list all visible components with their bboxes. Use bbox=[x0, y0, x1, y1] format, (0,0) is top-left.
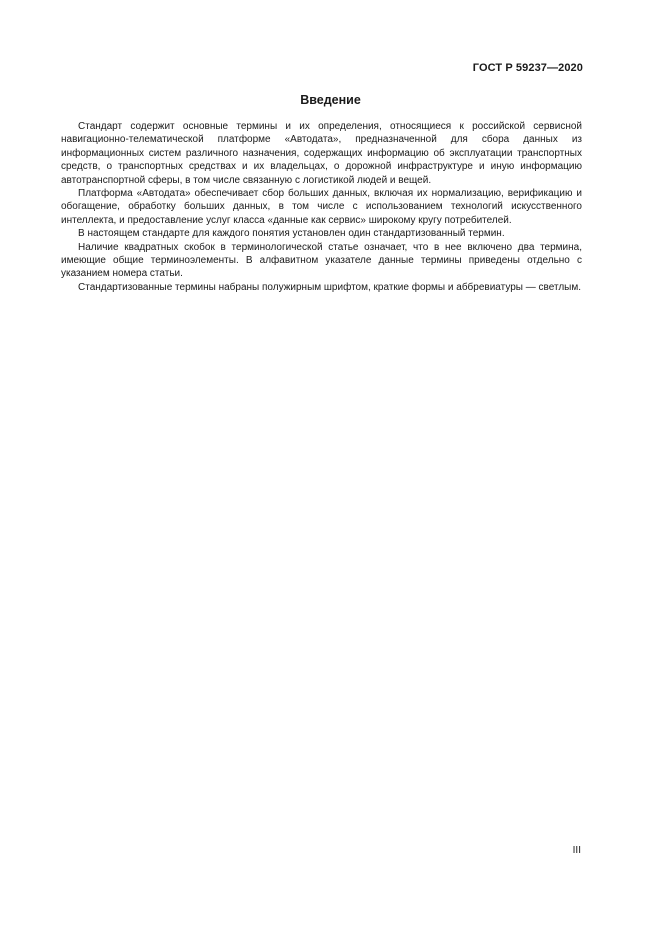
paragraph: В настоящем стандарте для каждого понятия установлен один стандартизованный термин. bbox=[78, 228, 505, 240]
paragraph: Платформа «Автодата» обеспечивает сбор больших данных, включая их нормализацию, верификацию и обогащение, обработку больших данных, в том числе с использованием технологий искусственного интеллекта, и предоставление услуг класса «данные как сервис» широкому кругу потребителей. bbox=[61, 188, 582, 226]
document-code: ГОСТ Р 59237—2020 bbox=[472, 62, 583, 74]
body-text bbox=[61, 120, 582, 294]
section-title: Введение bbox=[300, 93, 361, 107]
paragraph: Стандартизованные термины набраны полужирным шрифтом, краткие формы и аббревиатуры — светлым. bbox=[78, 281, 581, 293]
paragraph: Наличие квадратных скобок в терминологической статье означает, что в нее включено два термина, имеющие общие терминоэлементы. В алфавитном указателе данные термины приведены отдельно с указанием номера статьи. bbox=[61, 241, 582, 280]
paragraph: Стандарт содержит основные термины и их определения, относящиеся к российской сервисной навигационно-телематической платформе «Автодата», предназначенной для сбора данных из информационных систем различного назначения, содержащих информацию об эксплуатации транспортных средств, о транспортных средствах и их владельцах, о дорожной инфраструктуре и иную информацию автотранспортной сферы, в том числе связанную с логистикой людей и вещей. bbox=[61, 121, 582, 186]
page-number: III bbox=[572, 845, 581, 856]
